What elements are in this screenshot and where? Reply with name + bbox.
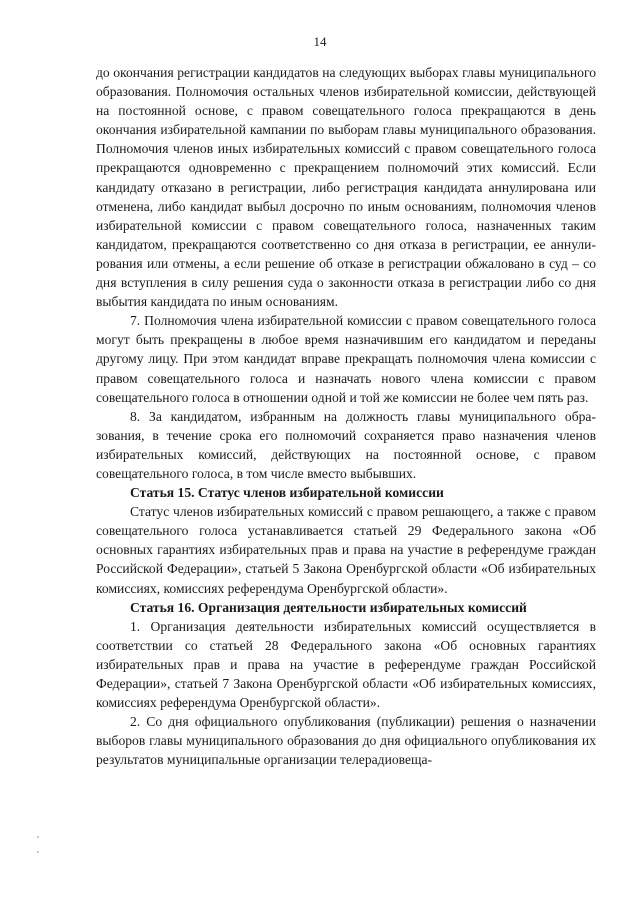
article-16-heading: Статья 16. Организация деятельности избирательных комиссий bbox=[130, 599, 527, 615]
scan-speck bbox=[37, 836, 39, 838]
article-15-heading: Статья 15. Статус членов избирательной комиссии bbox=[130, 485, 444, 501]
article-16-item-2: 2. Со дня официального опубликования (публикации) решения о назначении выборов главы муниципального образования до дня официального опубликования их результатов муниципальные организации телерадиовеща- bbox=[96, 714, 596, 768]
paragraph-continued: до окончания регистрации кандидатов на следующих выборах главы муниципального образования. Полномочия остальных членов избирательной комиссии, действующей на постоянной основе, с правом совещательного голоса прекращаются в день окончания избирательной кампании по выборам главы муниципального образования. Полномочия членов иных избирательных комиссий с правом совещательного голоса прекращаются одновременно с прекращением полномочий этих комиссий. Если кандидату отказано в регистрации, либо регистрация кандидата аннулирована или отменена, либо кандидат выбыл досрочно по иным основаниям, полномочия членов избирательной комиссии с правом совещательного голоса, назначенных таким кандидатом, прекращаются соответственно со дня отказа в регистрации, ее аннулирования или отмены, а если решение об отказе в регистрации обжаловано в суд – со дня вступления в силу решения суда о законности отказа в регистрации либо со дня выбытия кандидата по иным основаниям. bbox=[96, 65, 596, 310]
scan-speck bbox=[37, 851, 39, 853]
page-number: 14 bbox=[313, 34, 327, 49]
paragraph-item-8: 8. За кандидатом, избранным на должность главы муниципального образования, в течение срока его полномочий сохраняется право назначения членов избирательных комиссий, действующих на постоянной основе, с правом совещательного голоса, в том числе вместо выбывших. bbox=[96, 408, 596, 481]
article-16-item-1: 1. Организация деятельности избирательных комиссий осуществляется в соответствии со статьей 28 Федерального закона «Об основных гарантиях избирательных прав и права на участие в референдуме граждан Российской Федерации», статьей 7 Закона Оренбургской области «Об избирательных комиссиях, комиссиях референдума Оренбургской области». bbox=[96, 618, 596, 711]
document-body bbox=[96, 63, 596, 769]
paragraph-item-7: 7. Полномочия члена избирательной комиссии с правом совещательного голоса могут быть прекращены в любое время назначившим его кандидатом и переданы другому лицу. При этом кандидат вправе прекращать полномочия члена комиссии с правом совещательного голоса и назначать нового члена комиссии с правом совещательного голоса в отношении одной и той же комиссии не более чем пять раз. bbox=[96, 313, 596, 405]
article-15-text: Статус членов избирательных комиссий с правом решающего, а также с правом совещательного голоса устанавливается статьей 29 Федерального закона «Об основных гарантиях избирательных прав и права на участие в референдуме граждан Российской Федерации», статьей 5 Закона Оренбургской области «Об избирательных комиссиях, комиссиях референдума Оренбургской области». bbox=[96, 504, 596, 596]
